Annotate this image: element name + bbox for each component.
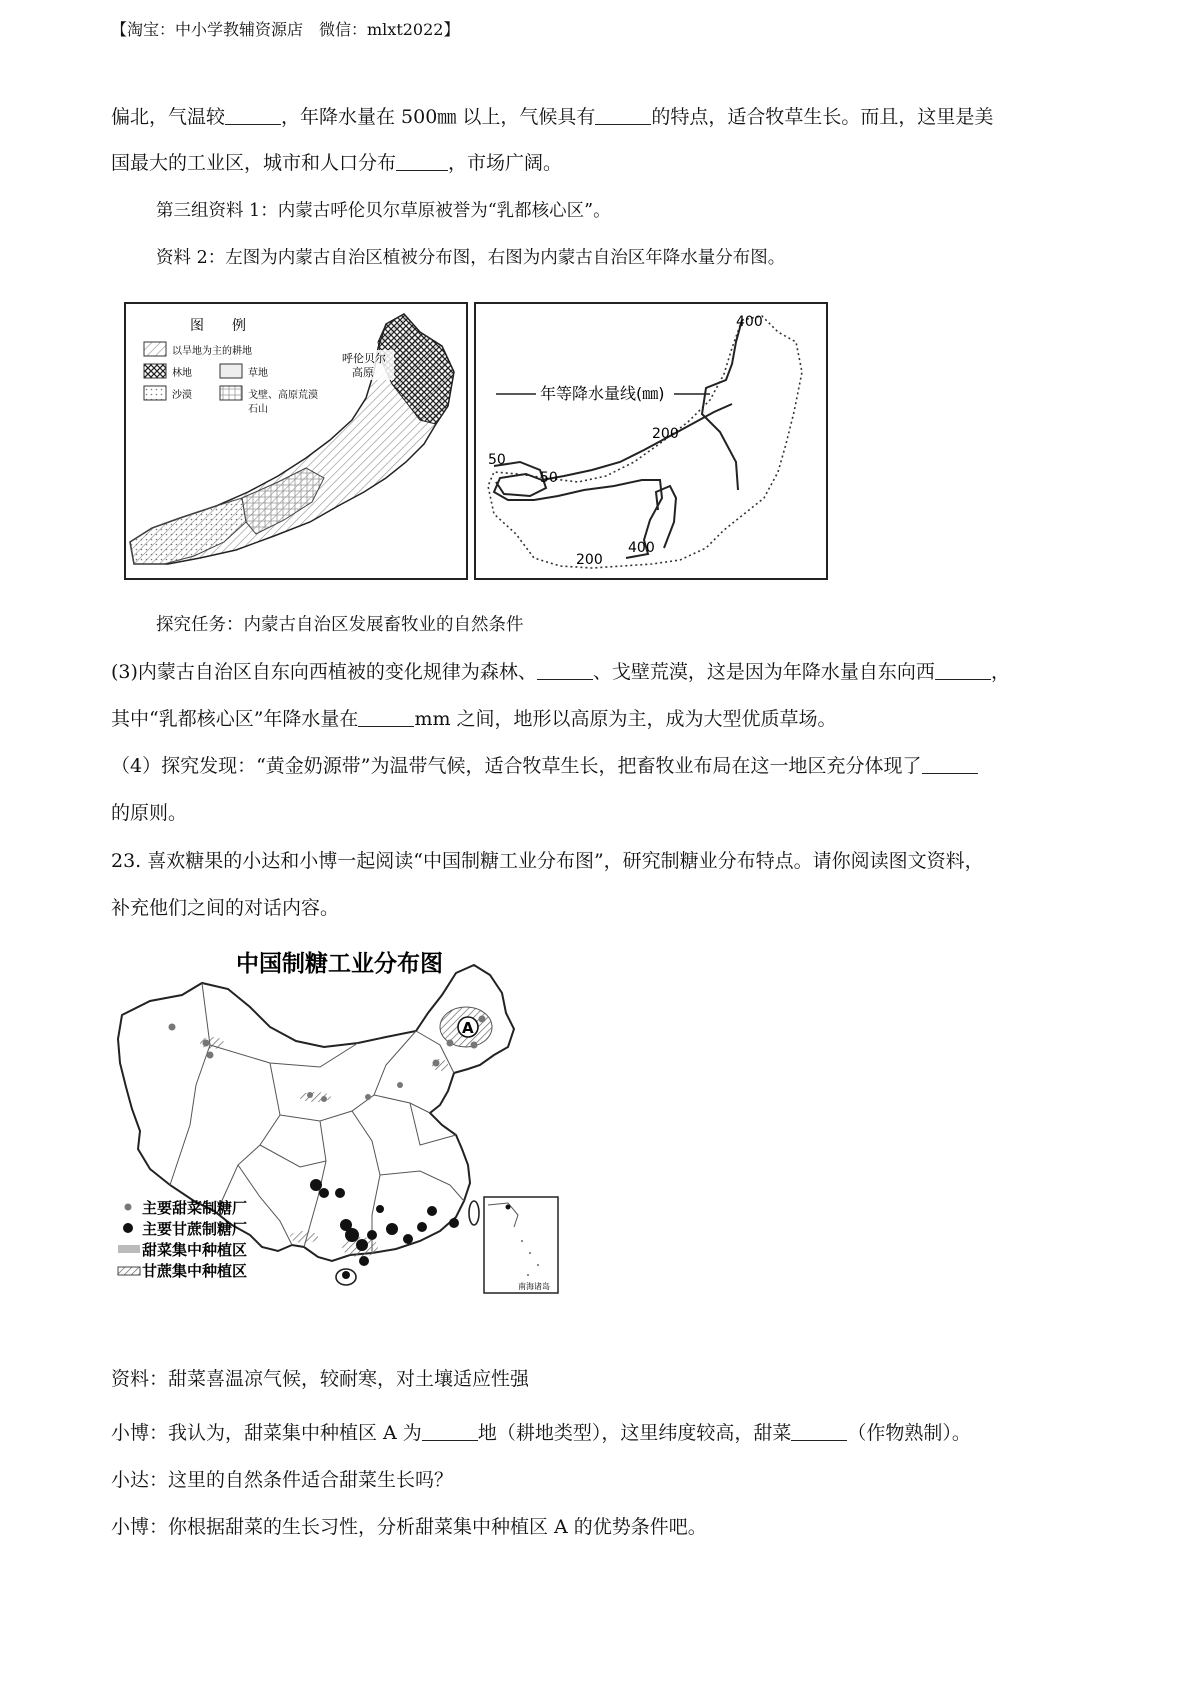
q22-line1-part1: 偏北，气温较	[111, 106, 226, 128]
isoline-value-400-north: 400	[736, 314, 763, 330]
legend-cane-area: 甘蔗集中种植区	[142, 1262, 248, 1280]
south-china-sea-inset	[484, 1197, 558, 1293]
q22-line1	[111, 104, 993, 130]
answer-blank[interactable]	[537, 661, 593, 680]
isoline-value-50-west: 50	[488, 452, 506, 468]
q3-line1-part1: (3)内蒙古自治区自东向西植被的变化规律为森林、	[111, 661, 537, 683]
sugar-industry-map	[110, 935, 620, 1320]
page-header: 【淘宝：中小学教辅资源店 微信：mlxt2022】	[111, 20, 460, 39]
group3-material2: 资料 2：左图为内蒙古自治区植被分布图，右图为内蒙古自治区年降水量分布图。	[156, 248, 786, 268]
q3-line1-part3: ，	[990, 661, 1010, 683]
legend-grassland: 草地	[248, 368, 268, 379]
legend-swatch-gobi	[220, 386, 242, 400]
label-a: A	[462, 1019, 474, 1037]
legend-swatch-desert	[144, 386, 166, 400]
dialogue-bo-1-part1: 小博：我认为，甜菜集中种植区 A 为	[111, 1422, 422, 1444]
inset-label: 南海诸岛	[518, 1282, 550, 1291]
cane-area-yunnan	[290, 1231, 318, 1243]
vegetation-map	[124, 302, 468, 580]
legend-beet-factory-symbol	[125, 1204, 132, 1211]
q23-line1: 23. 喜欢糖果的小达和小博一起阅读“中国制糖工业分布图”，研究制糖业分布特点。请你阅读图文资料，	[111, 850, 984, 872]
q23-line2: 补充他们之间的对话内容。	[111, 897, 340, 919]
legend-swatch-grassland	[220, 364, 242, 378]
q4-line1	[111, 753, 978, 779]
answer-blank[interactable]	[791, 1422, 847, 1441]
legend-beet-factory: 主要甜菜制糖厂	[142, 1199, 248, 1217]
isoline-value-50-inner: 50	[540, 470, 558, 486]
legend-cane-factory-symbol	[123, 1223, 133, 1233]
q3-line2-part2: mm 之间，地形以高原为主，成为大型优质草场。	[414, 708, 837, 730]
dialogue-da-1: 小达：这里的自然条件适合甜菜生长吗？	[111, 1469, 454, 1491]
q3-line2	[111, 706, 837, 732]
q4-line2: 的原则。	[111, 802, 188, 824]
legend-cropland: 以旱地为主的耕地	[172, 346, 252, 357]
answer-blank[interactable]	[396, 152, 448, 171]
region-label-plateau: 高原	[352, 366, 374, 379]
legend-cane-area-symbol	[118, 1267, 140, 1275]
legend-forest: 林地	[172, 368, 192, 379]
q3-line1-part2: 、戈壁荒漠，这是因为年降水量自东向西	[592, 661, 935, 683]
isoline-value-200-middle: 200	[652, 426, 679, 442]
answer-blank[interactable]	[922, 755, 978, 774]
answer-blank[interactable]	[595, 106, 651, 125]
q3-line2-part1: 其中“乳都核心区”年降水量在	[111, 708, 359, 730]
region-label-hulunbuir: 呼伦贝尔	[342, 352, 386, 365]
legend-swatch-forest	[144, 364, 166, 378]
answer-blank[interactable]	[935, 661, 991, 680]
legend-beet-area: 甜菜集中种植区	[142, 1241, 248, 1259]
isoline-legend-label: 年等降水量线(㎜)	[540, 384, 665, 403]
dialogue-bo-2: 小博：你根据甜菜的生长习性，分析甜菜集中种植区 A 的优势条件吧。	[111, 1516, 707, 1538]
q3-line1	[111, 659, 1010, 685]
isoline-value-400-south: 400	[628, 540, 655, 556]
legend-desert: 沙漠	[172, 390, 192, 401]
legend-cane-factory: 主要甘蔗制糖厂	[142, 1220, 248, 1238]
explore-task: 探究任务：内蒙古自治区发展畜牧业的自然条件	[156, 615, 524, 635]
isoline-value-200-south: 200	[576, 552, 603, 568]
answer-blank[interactable]	[225, 106, 281, 125]
q22-line2-part2: ，市场广阔。	[448, 152, 563, 174]
group3-material1: 第三组资料 1：内蒙古呼伦贝尔草原被誉为“乳都核心区”。	[156, 201, 611, 221]
answer-blank[interactable]	[358, 708, 414, 727]
dialogue-bo-1	[111, 1420, 971, 1446]
sugar-map-title: 中国制糖工业分布图	[236, 951, 443, 977]
legend-swatch-cropland	[144, 342, 166, 356]
legend-gobi: 戈壁、高原荒漠	[248, 390, 318, 401]
answer-blank[interactable]	[422, 1422, 478, 1441]
legend-title: 图 例	[190, 318, 246, 334]
q22-line1-part3: 的特点，适合牧草生长。而且，这里是美	[651, 106, 994, 128]
dialogue-bo-1-part2: 地（耕地类型），这里纬度较高，甜菜	[477, 1422, 792, 1444]
legend-beet-area-symbol	[118, 1245, 140, 1253]
q22-line2-part1: 国最大的工业区，城市和人口分布	[111, 152, 397, 174]
dialogue-bo-1-part3: （作物熟制）。	[847, 1422, 971, 1444]
taiwan-island	[469, 1201, 479, 1225]
q22-line1-part2: ，年降水量在 500㎜ 以上，气候具有	[281, 106, 596, 128]
q4-line1-text: （4）探究发现：“黄金奶源带”为温带气候，适合牧草生长，把畜牧业布局在这一地区充分体现了	[111, 755, 922, 777]
precipitation-map	[474, 302, 828, 580]
q23-material: 资料：甜菜喜温凉气候，较耐寒，对土壤适应性强	[111, 1368, 530, 1390]
legend-rocky-mountain: 石山	[248, 404, 268, 415]
q22-line2	[111, 150, 562, 176]
